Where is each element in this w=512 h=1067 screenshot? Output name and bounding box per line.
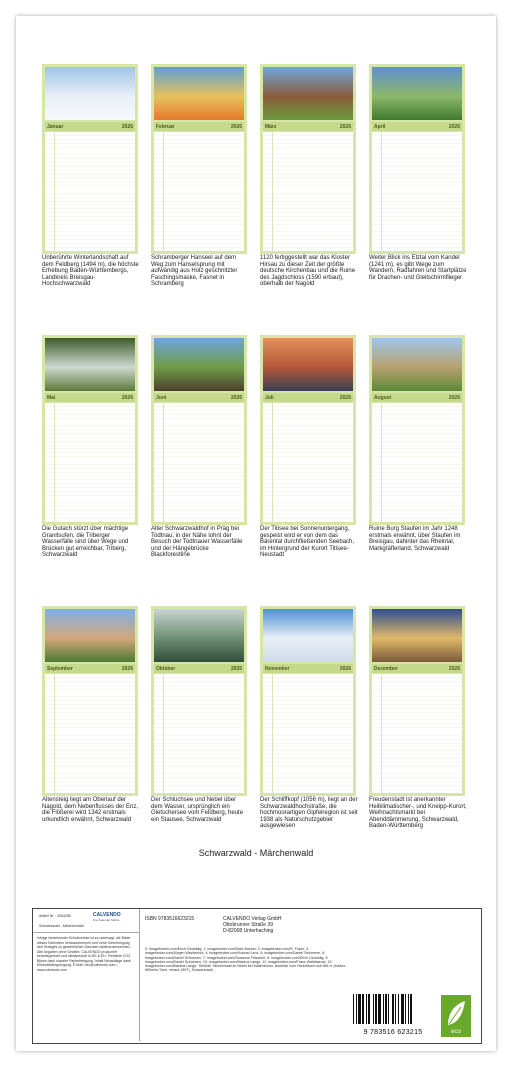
day-lines <box>372 132 462 251</box>
day-lines <box>45 132 135 251</box>
barcode-bar <box>408 994 409 1024</box>
day-lines <box>154 403 244 522</box>
month-year: 2026 <box>230 666 242 672</box>
month-year: 2026 <box>339 666 351 672</box>
barcode-number: 9 783516 623215 <box>363 1029 423 1036</box>
month-year: 2026 <box>339 395 351 401</box>
barcode-bar <box>385 994 387 1024</box>
month-photo <box>45 609 135 662</box>
barcode-bar <box>398 994 399 1024</box>
month-name: August <box>374 395 392 401</box>
month-header <box>372 122 462 131</box>
month-name: Oktober <box>156 666 176 672</box>
calvendo-logo: CALVENDO <box>93 912 121 918</box>
month-card <box>42 335 138 525</box>
month-card <box>151 606 247 796</box>
barcode-bar <box>395 994 396 1024</box>
month-caption: Ruine Burg Staufen im Jahr 1248 erstmals erwähnt, über Staufen im Breisgau, dahinter das Rheintal, Markgräflerland, Schwarzwald <box>369 526 461 552</box>
month-photo <box>45 338 135 391</box>
month-card <box>369 335 465 525</box>
month-photo <box>154 609 244 662</box>
barcode-bar <box>375 994 377 1024</box>
barcode-bar <box>388 994 389 1024</box>
month-header <box>372 664 462 673</box>
product-name: Schwarzwald - Märchenwald <box>39 924 84 928</box>
month-header <box>154 393 244 402</box>
day-lines <box>263 403 353 522</box>
month-card <box>369 606 465 796</box>
month-caption: Die Gutach stürzt über mächtige Granitsufen, die Triberger Wasserfälle sind über Wege und Brücken gut erreichbar, Triberg, Schwarzwald <box>42 526 129 558</box>
eco-label: eco <box>451 1029 461 1035</box>
month-photo <box>372 67 462 120</box>
month-header <box>45 664 135 673</box>
month-photo <box>45 67 135 120</box>
month-photo <box>154 67 244 120</box>
month-card <box>260 606 356 796</box>
month-year: 2026 <box>448 666 460 672</box>
day-lines <box>154 132 244 251</box>
month-caption: Schramberger Hanseel auf dem Weg zum Hanselsprung mit aufwändig aus Holz geschnitzter Faschingsmaske, Fasnet in Schramberg <box>151 255 238 287</box>
month-caption: Unberührte Winterlandschaft auf dem Feldberg (1494 m), die höchste Erhebung Baden-Württembergs, Landkreis Breisgau-Hochschwarzwald <box>42 255 139 287</box>
barcode-bar <box>392 994 394 1024</box>
month-photo <box>263 609 353 662</box>
month-name: März <box>265 124 277 130</box>
barcode-bar <box>353 994 354 1024</box>
month-header <box>154 664 244 673</box>
day-lines <box>45 403 135 522</box>
barcode-bar <box>373 994 374 1024</box>
barcode-bar <box>378 994 381 1024</box>
month-caption: Altensteig liegt am Oberlauf der Nagold, dem Nebenflusses der Enz, die Flößerei wird 1342 erstmals urkundlich erwähnt, Schwarzwald <box>42 797 139 823</box>
barcode-bar <box>405 994 406 1024</box>
calendar-back-cover <box>16 16 496 1051</box>
day-lines <box>372 403 462 522</box>
month-card <box>369 64 465 254</box>
publisher-line: CALVENDO Verlag GmbH <box>223 916 282 922</box>
month-photo <box>263 338 353 391</box>
barcode-bars <box>351 994 435 1024</box>
month-caption: Weiter Blick ins Elztal vom Kandel (1241 m), es gibt Wege zum Wandern, Radfahren und Startplätze für Drachen- und Gleitschirmflieger <box>369 255 467 281</box>
month-name: Juni <box>156 395 167 401</box>
legal-text: Infolge bestehender Schutzrechte ist es untersagt, die Bilder dieses Kalenders herauszutrennen und ohne Genehmigung des Verlages zu gewerblichen Zwecken weiterzuverwenden. Alle Angaben ohne Gewähr. CALVENDO produziert bedarfsgerecht und klimaneutral in DE & EU. Preisliste CO2-Bilanz dank sozialer Papierfertigung. Inhalt Neuauflage dank Eitzenbildbegrüngung. E-Mail: info@calvendo.com • www.calvendo.com <box>37 936 132 972</box>
month-grid <box>42 64 487 877</box>
month-row <box>42 335 487 606</box>
photo-credits: 0: Imagebroker.com/Erich Geduldig, 1: imagebroker.com/Dark Boeser, 2: imagebroker.com/R. Frank, 3: imagebroker.com/Jürgen Wackenhut, 4: imagebroker.com/Konrad Lenz, 5: imagebroker.com/Daniel Schoenen, 6: imagebroker.com/Daniel Schoenen, 7: imagebroker.com/Susanne Fritzsche, 8: imagebroker.com/Erich Geduldig, 9: imagebroker.com/Daniel Schoenen, 10: imagebroker.com/Markus Lange, 11: imagebroker.com/Franz Waldhaeusl, 12: imagebroker.com/Markus Lange. Titelbild: Tannenwald im Nebel bei Kaltenbronn, Ausblick vom Hohlohturm auf 984 m (Kaiser-Wilhelm-Turm, erbaut 1897), Schwarzwald <box>145 947 347 973</box>
barcode-bar <box>383 994 384 1024</box>
month-year: 2026 <box>121 666 133 672</box>
month-photo <box>372 338 462 391</box>
month-row <box>42 606 487 877</box>
barcode-bar <box>368 994 370 1024</box>
month-name: April <box>374 124 386 130</box>
month-caption: Der Schluchsee und Nebel über dem Wasser, ursprünglich ein Gletschersee vom Feldberg, heute ein Stausee, Schwarzwald <box>151 797 244 823</box>
month-caption: 1120 fertiggestellt war das Kloster Hirsau zu dieser Zeit der größte deutsche Kirchenbau und die Ruine des Jagdschloss (1590 erbaut), oberhalb der Nagold <box>260 255 356 287</box>
day-lines <box>372 674 462 793</box>
isbn-barcode <box>351 994 435 1036</box>
month-caption: Der Schliffkopf (1056 m), liegt an der Schwarzwaldhochstraße, die hochmoorartigen Gipfelregion ist seit 1938 als Naturschutzgebiet ausgewiesen <box>260 797 358 829</box>
month-name: Juli <box>265 395 274 401</box>
barcode-bar <box>410 994 412 1024</box>
month-photo <box>154 338 244 391</box>
month-card <box>151 64 247 254</box>
barcode-bar <box>401 994 404 1024</box>
eco-badge <box>441 995 471 1037</box>
month-header <box>154 122 244 131</box>
calendar-title: Schwarzwald - Märchenwald <box>198 848 314 858</box>
month-caption: Der Titisee bei Sonnenuntergang, gespeist wird er von dem das Bärental durchfließenden Seebach, im Hintergrund der Kurort Titisee-Neustadt <box>260 526 355 558</box>
month-year: 2026 <box>121 395 133 401</box>
publisher-line: Ottobrunner Straße 39 <box>223 922 274 929</box>
barcode-bar <box>362 994 364 1024</box>
month-name: Februar <box>156 124 175 130</box>
calvendo-tagline: Die Kalender Marke <box>93 918 120 922</box>
product-info-box <box>32 908 482 1044</box>
publisher-address <box>223 916 282 935</box>
month-row <box>42 64 487 335</box>
month-card <box>42 606 138 796</box>
month-year: 2026 <box>121 124 133 130</box>
month-header <box>263 664 353 673</box>
publisher-line: D-82008 Unterhaching <box>223 928 274 935</box>
barcode-bar <box>366 994 367 1024</box>
month-year: 2026 <box>448 395 460 401</box>
month-name: November <box>265 666 290 672</box>
month-card <box>151 335 247 525</box>
month-card <box>42 64 138 254</box>
month-year: 2026 <box>339 124 351 130</box>
month-name: Mai <box>47 395 56 401</box>
article-number: Artikel Nr. : 2064265 <box>39 914 71 918</box>
day-lines <box>263 132 353 251</box>
barcode-bar <box>356 994 357 1024</box>
day-lines <box>154 674 244 793</box>
month-header <box>372 393 462 402</box>
month-header <box>45 122 135 131</box>
day-lines <box>45 674 135 793</box>
month-header <box>45 393 135 402</box>
month-photo <box>263 67 353 120</box>
month-name: September <box>47 666 73 672</box>
month-header <box>263 122 353 131</box>
month-photo <box>372 609 462 662</box>
month-caption: Alter Schwarzwaldhof in Präg bei Todtnau, in der Nähe lohnt der Besuch der Todtnauer Wasserfälle und der Hängebrücke Blackforestline <box>151 526 243 558</box>
month-year: 2026 <box>448 124 460 130</box>
day-lines <box>263 674 353 793</box>
month-card <box>260 335 356 525</box>
isbn-label: ISBN 9783516623215 <box>145 916 195 922</box>
barcode-bar <box>358 994 361 1024</box>
month-name: Dezember <box>374 666 398 672</box>
month-header <box>263 393 353 402</box>
month-caption: Freudenstadt ist anerkannter Heilklimatischer-, und Kneipp-Kurort, Weihnachtsmarkt bei Abenddämmerung, Schwarzwald, Baden-Württemberg <box>369 797 467 829</box>
month-name: Januar <box>47 124 64 130</box>
month-year: 2026 <box>230 395 242 401</box>
article-panel <box>33 909 140 1041</box>
month-card <box>260 64 356 254</box>
month-year: 2026 <box>230 124 242 130</box>
